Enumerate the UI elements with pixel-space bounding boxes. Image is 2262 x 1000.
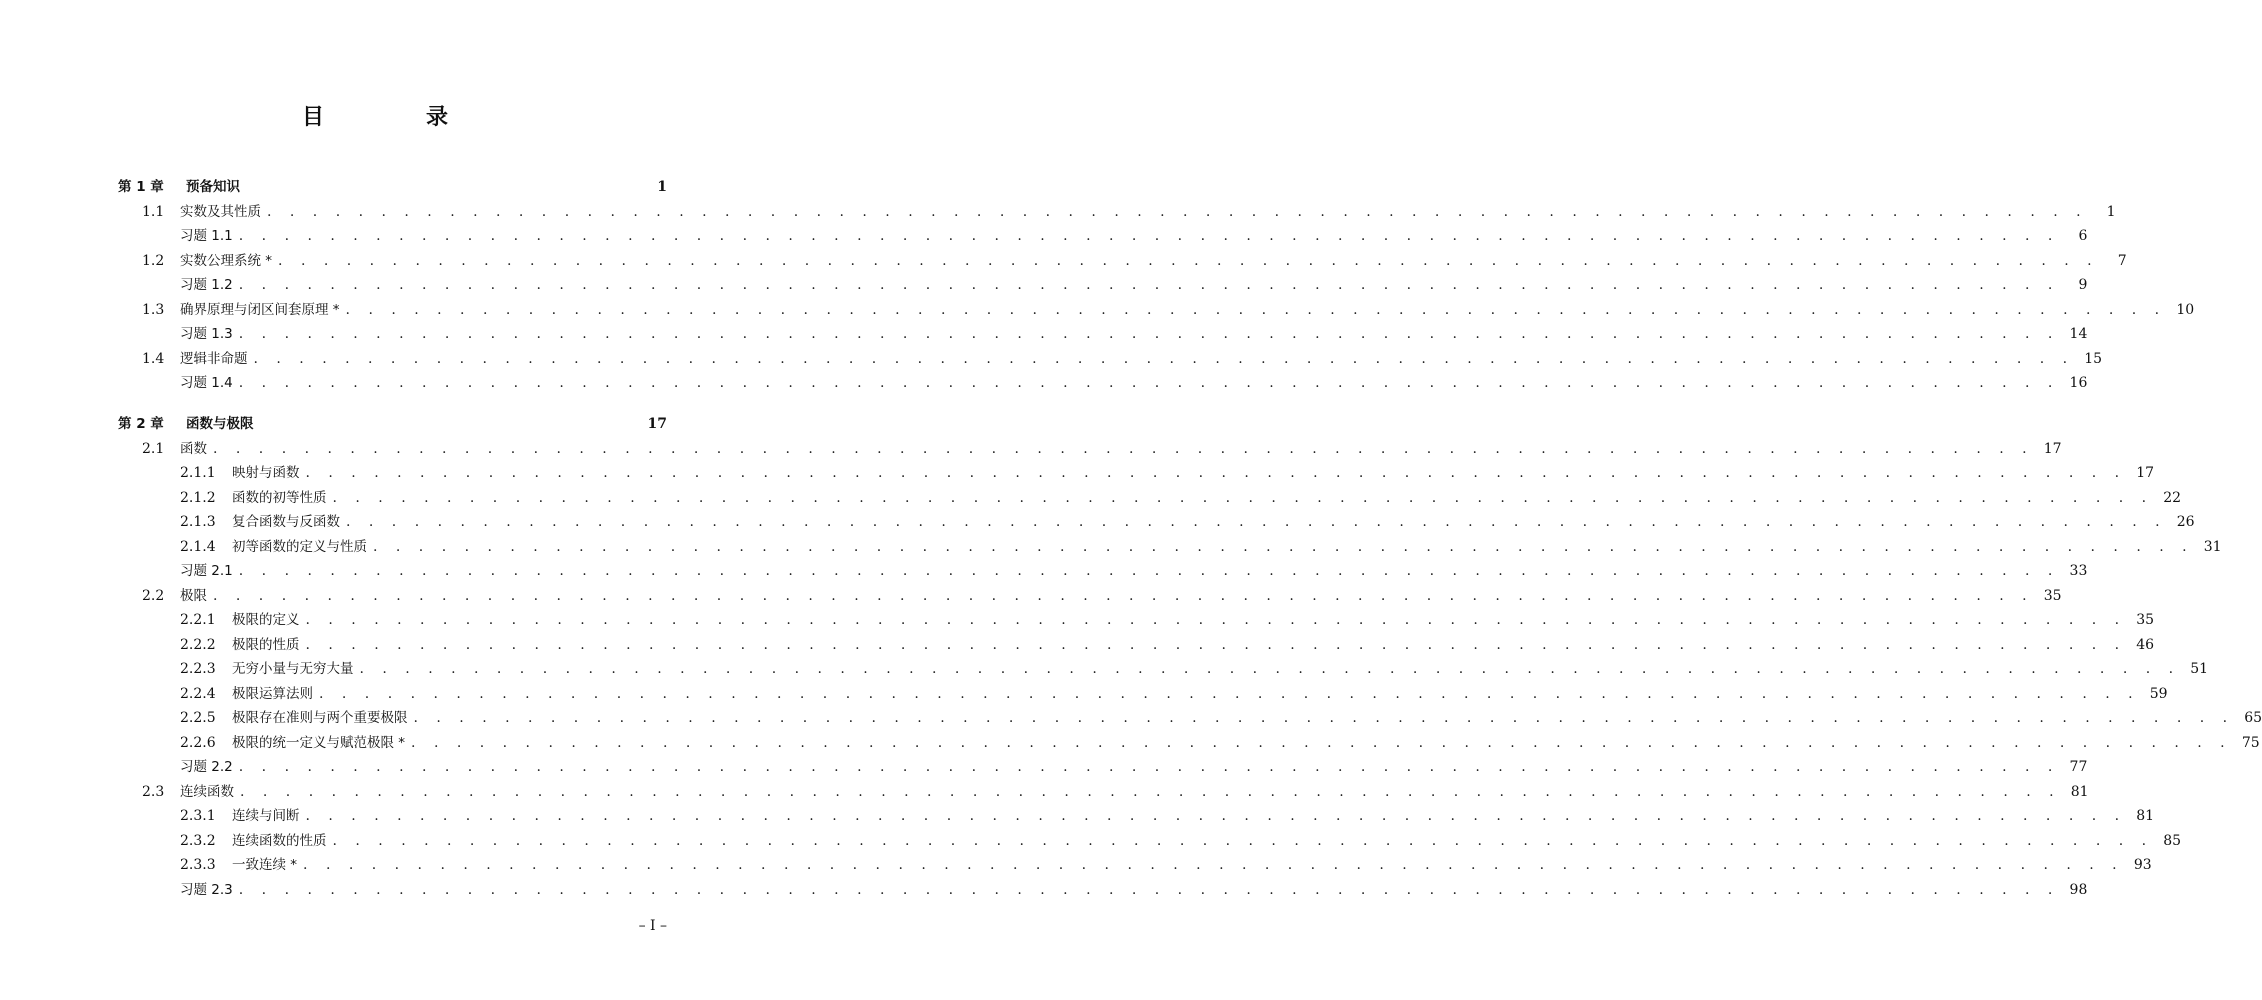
entry-page: 93 [2133, 857, 2152, 873]
entry-title: 极限的统一定义与赋范极限 * [232, 734, 406, 751]
entry-page: 1 [2106, 203, 2116, 220]
leader-dots: . . . . . . . . . . . . . . . . . . . . . . . . . . . . . . . . . . . . . . . . . . . . . . . . . . . . . . . . . . . . . . . . . . . . . . . . . . . . . . . . [278, 252, 2099, 269]
entry-title: 复合函数与反函数 [232, 514, 340, 530]
toc-section-row [118, 250, 2127, 272]
entry-title: 映射与函数 [232, 465, 300, 481]
entry-title: 习题 1.3 [180, 326, 233, 342]
leader-dots: . . . . . . . . . . . . . . . . . . . . . . . . . . . . . . . . . . . . . . . . . . . . . . . . . . . . . . . . . . . . . . . . . . . . . . . . . . . . . . . . [332, 489, 2154, 506]
toc-section-row [118, 438, 2062, 460]
toc-subsection-row [118, 854, 2152, 876]
subsection-number-cell [118, 634, 232, 656]
entry-page: 81 [2070, 783, 2089, 800]
entry-title: 初等函数的定义与性质 [232, 538, 367, 555]
toc-section-row [118, 299, 2195, 321]
page-title: 目 录 [301, 105, 488, 130]
toc-exercise-row [118, 756, 2088, 778]
entry-page: 35 [2136, 612, 2155, 628]
chapter-page: 17 [647, 416, 667, 432]
chapter-label: 第 2 章 [118, 416, 164, 432]
subsection-number: 2.2.1 [180, 612, 216, 628]
page-number: – I – [638, 918, 667, 934]
leader-dots: . . . . . . . . . . . . . . . . . . . . . . . . . . . . . . . . . . . . . . . . . . . . . . . . . . . . . . . . . . . . . . . . . . . . . . . . . . . . . . . . [411, 734, 2232, 751]
entry-page: 10 [2176, 301, 2195, 318]
chapter-title: 预备知识 [186, 179, 240, 195]
entry-title: 习题 1.1 [180, 228, 233, 244]
leader-dots: . . . . . . . . . . . . . . . . . . . . . . . . . . . . . . . . . . . . . . . . . . . . . . . . . . . . . . . . . . . . . . . . . . . . . . . . . . . . . . . . [238, 228, 2060, 244]
entry-page: 33 [2069, 563, 2088, 579]
leader-dots: . . . . . . . . . . . . . . . . . . . . . . . . . . . . . . . . . . . . . . . . . . . . . . . . . . . . . . . . . . . . . . . . . . . . . . . . . . . . . . . . [305, 465, 2127, 481]
leader-dots: . . . . . . . . . . . . . . . . . . . . . . . . . . . . . . . . . . . . . . . . . . . . . . . . . . . . . . . . . . . . . . . . . . . . . . . . . . . . . . . . [240, 783, 2061, 800]
leader-dots: . . . . . . . . . . . . . . . . . . . . . . . . . . . . . . . . . . . . . . . . . . . . . . . . . . . . . . . . . . . . . . . . . . . . . . . . . . . . . . . . [267, 203, 2088, 220]
entry-title: 无穷小量与无穷大量 [232, 661, 354, 677]
subsection-number-cell [118, 707, 232, 729]
subsection-number: 2.2.4 [180, 685, 216, 702]
toc-section-row [118, 781, 2089, 803]
toc-exercise-row [118, 372, 2088, 394]
subsection-number-cell [118, 462, 232, 484]
entry-title: 连续函数的性质 [232, 832, 327, 849]
leader-dots: . . . . . . . . . . . . . . . . . . . . . . . . . . . . . . . . . . . . . . . . . . . . . . . . . . . . . . . . . . . . . . . . . . . . . . . . . . . . . . . . [373, 538, 2194, 555]
subsection-number: 2.2.2 [180, 636, 216, 653]
entry-title: 逻辑非命题 [180, 350, 248, 367]
subsection-number-cell [118, 732, 232, 754]
leader-dots: . . . . . . . . . . . . . . . . . . . . . . . . . . . . . . . . . . . . . . . . . . . . . . . . . . . . . . . . . . . . . . . . . . . . . . . . . . . . . . . . [346, 514, 2167, 530]
entry-title: 习题 2.3 [180, 881, 233, 898]
entry-title: 实数公理系统 * [180, 252, 273, 269]
toc-section-row [118, 585, 2062, 607]
entry-page: 7 [2117, 252, 2127, 269]
toc-exercise-row [118, 225, 2088, 247]
chapter-page: 1 [657, 179, 667, 195]
section-number: 1.3 [142, 301, 165, 318]
toc-section-row [118, 348, 2103, 370]
leader-dots: . . . . . . . . . . . . . . . . . . . . . . . . . . . . . . . . . . . . . . . . . . . . . . . . . . . . . . . . . . . . . . . . . . . . . . . . . . . . . . . . [345, 301, 2167, 318]
toc-exercise-row [118, 274, 2088, 296]
entry-page: 59 [2149, 685, 2168, 702]
toc-exercise-row [118, 560, 2088, 582]
leader-dots: . . . . . . . . . . . . . . . . . . . . . . . . . . . . . . . . . . . . . . . . . . . . . . . . . . . . . . . . . . . . . . . . . . . . . . . . . . . . . . . . [213, 440, 2034, 457]
entry-page: 17 [2136, 465, 2155, 481]
toc-subsection-row [118, 462, 2155, 484]
toc-subsection-row [118, 830, 2182, 852]
subsection-number-cell [118, 683, 232, 705]
entry-page: 15 [2084, 350, 2103, 367]
entry-title: 习题 2.2 [180, 759, 233, 775]
subsection-number: 2.3.1 [180, 808, 216, 824]
toc-subsection-row [118, 487, 2182, 509]
toc-subsection-row [118, 609, 2155, 631]
toc-subsection-row [118, 683, 2168, 705]
subsection-number: 2.3.3 [180, 857, 216, 873]
subsection-number: 2.2.3 [180, 661, 216, 677]
entry-page: 81 [2136, 808, 2155, 824]
leader-dots: . . . . . . . . . . . . . . . . . . . . . . . . . . . . . . . . . . . . . . . . . . . . . . . . . . . . . . . . . . . . . . . . . . . . . . . . . . . . . . . . [359, 661, 2181, 677]
entry-title: 连续函数 [180, 783, 234, 800]
leader-dots: . . . . . . . . . . . . . . . . . . . . . . . . . . . . . . . . . . . . . . . . . . . . . . . . . . . . . . . . . . . . . . . . . . . . . . . . . . . . . . . . [238, 881, 2060, 898]
entry-page: 85 [2163, 832, 2182, 849]
entry-page: 14 [2069, 326, 2088, 342]
toc-subsection-row [118, 634, 2155, 656]
entry-title: 极限 [180, 587, 207, 604]
entry-page: 75 [2241, 734, 2260, 751]
subsection-number: 2.1.3 [180, 514, 216, 530]
leader-dots: . . . . . . . . . . . . . . . . . . . . . . . . . . . . . . . . . . . . . . . . . . . . . . . . . . . . . . . . . . . . . . . . . . . . . . . . . . . . . . . . [238, 563, 2060, 579]
chapter-label: 第 1 章 [118, 179, 164, 195]
leader-dots: . . . . . . . . . . . . . . . . . . . . . . . . . . . . . . . . . . . . . . . . . . . . . . . . . . . . . . . . . . . . . . . . . . . . . . . . . . . . . . . . [238, 326, 2060, 342]
toc-exercise-row [118, 879, 2088, 901]
entry-title: 习题 1.4 [180, 375, 233, 391]
entry-page: 26 [2176, 514, 2195, 530]
toc-subsection-row [118, 658, 2209, 680]
subsection-number-cell [118, 536, 232, 558]
subsection-number-cell [118, 854, 232, 876]
entry-page: 9 [2078, 277, 2088, 293]
leader-dots: . . . . . . . . . . . . . . . . . . . . . . . . . . . . . . . . . . . . . . . . . . . . . . . . . . . . . . . . . . . . . . . . . . . . . . . . . . . . . . . . [238, 759, 2060, 775]
toc-subsection-row [118, 536, 2222, 558]
entry-page: 51 [2190, 661, 2209, 677]
toc-chapter-row [118, 413, 667, 435]
subsection-number: 2.3.2 [180, 832, 216, 849]
section-number: 2.2 [142, 587, 165, 604]
entry-page: 98 [2069, 881, 2088, 898]
leader-dots: . . . . . . . . . . . . . . . . . . . . . . . . . . . . . . . . . . . . . . . . . . . . . . . . . . . . . . . . . . . . . . . . . . . . . . . . . . . . . . . . [213, 587, 2034, 604]
subsection-number-cell [118, 511, 232, 533]
section-number: 1.4 [142, 350, 165, 367]
entry-page: 46 [2136, 636, 2155, 653]
entry-title: 极限运算法则 [232, 685, 313, 702]
toc-subsection-row [118, 511, 2195, 533]
subsection-number-cell [118, 658, 232, 680]
leader-dots: . . . . . . . . . . . . . . . . . . . . . . . . . . . . . . . . . . . . . . . . . . . . . . . . . . . . . . . . . . . . . . . . . . . . . . . . . . . . . . . . [319, 685, 2140, 702]
entry-title: 函数的初等性质 [232, 489, 327, 506]
entry-title: 极限的性质 [232, 636, 300, 653]
subsection-number: 2.2.5 [180, 710, 216, 726]
toc-subsection-row [118, 732, 2260, 754]
entry-page: 22 [2163, 489, 2182, 506]
entry-page: 77 [2069, 759, 2088, 775]
entry-title: 习题 1.2 [180, 277, 233, 293]
leader-dots: . . . . . . . . . . . . . . . . . . . . . . . . . . . . . . . . . . . . . . . . . . . . . . . . . . . . . . . . . . . . . . . . . . . . . . . . . . . . . . . . [305, 636, 2127, 653]
entry-title: 习题 2.1 [180, 563, 233, 579]
entry-title: 确界原理与闭区间套原理 * [180, 301, 340, 318]
entry-title: 极限存在准则与两个重要极限 [232, 710, 408, 726]
toc-chapter-row [118, 176, 667, 198]
leader-dots: . . . . . . . . . . . . . . . . . . . . . . . . . . . . . . . . . . . . . . . . . . . . . . . . . . . . . . . . . . . . . . . . . . . . . . . . . . . . . . . . [413, 710, 2235, 726]
section-number: 1.2 [142, 252, 165, 269]
subsection-number-cell [118, 609, 232, 631]
chapter-title: 函数与极限 [186, 416, 254, 432]
leader-dots: . . . . . . . . . . . . . . . . . . . . . . . . . . . . . . . . . . . . . . . . . . . . . . . . . . . . . . . . . . . . . . . . . . . . . . . . . . . . . . . . [332, 832, 2154, 849]
leader-dots: . . . . . . . . . . . . . . . . . . . . . . . . . . . . . . . . . . . . . . . . . . . . . . . . . . . . . . . . . . . . . . . . . . . . . . . . . . . . . . . . [305, 808, 2127, 824]
subsection-number: 2.1.4 [180, 538, 216, 555]
entry-page: 16 [2069, 375, 2088, 391]
subsection-number-cell [118, 805, 232, 827]
toc-exercise-row [118, 323, 2088, 345]
leader-dots: . . . . . . . . . . . . . . . . . . . . . . . . . . . . . . . . . . . . . . . . . . . . . . . . . . . . . . . . . . . . . . . . . . . . . . . . . . . . . . . . [303, 857, 2124, 873]
entry-title: 连续与间断 [232, 808, 300, 824]
entry-page: 31 [2203, 538, 2222, 555]
subsection-number-cell [118, 830, 232, 852]
subsection-number: 2.2.6 [180, 734, 216, 751]
leader-dots: . . . . . . . . . . . . . . . . . . . . . . . . . . . . . . . . . . . . . . . . . . . . . . . . . . . . . . . . . . . . . . . . . . . . . . . . . . . . . . . . [238, 375, 2060, 391]
toc-subsection-row [118, 707, 2262, 729]
entry-page: 35 [2043, 587, 2062, 604]
toc-section-row [118, 201, 2116, 223]
entry-title: 极限的定义 [232, 612, 300, 628]
entry-title: 函数 [180, 440, 207, 457]
toc-subsection-row [118, 805, 2155, 827]
entry-page: 65 [2244, 710, 2262, 726]
leader-dots: . . . . . . . . . . . . . . . . . . . . . . . . . . . . . . . . . . . . . . . . . . . . . . . . . . . . . . . . . . . . . . . . . . . . . . . . . . . . . . . . [253, 350, 2075, 367]
entry-page: 6 [2078, 228, 2088, 244]
subsection-number: 2.1.2 [180, 489, 216, 506]
leader-dots: . . . . . . . . . . . . . . . . . . . . . . . . . . . . . . . . . . . . . . . . . . . . . . . . . . . . . . . . . . . . . . . . . . . . . . . . . . . . . . . . [238, 277, 2060, 293]
section-number: 2.3 [142, 783, 165, 800]
entry-page: 17 [2043, 440, 2062, 457]
subsection-number: 2.1.1 [180, 465, 216, 481]
leader-dots: . . . . . . . . . . . . . . . . . . . . . . . . . . . . . . . . . . . . . . . . . . . . . . . . . . . . . . . . . . . . . . . . . . . . . . . . . . . . . . . . [305, 612, 2127, 628]
entry-title: 一致连续 * [232, 857, 298, 873]
section-number: 2.1 [142, 440, 165, 457]
subsection-number-cell [118, 487, 232, 509]
section-number: 1.1 [142, 203, 165, 220]
entry-title: 实数及其性质 [180, 203, 261, 220]
